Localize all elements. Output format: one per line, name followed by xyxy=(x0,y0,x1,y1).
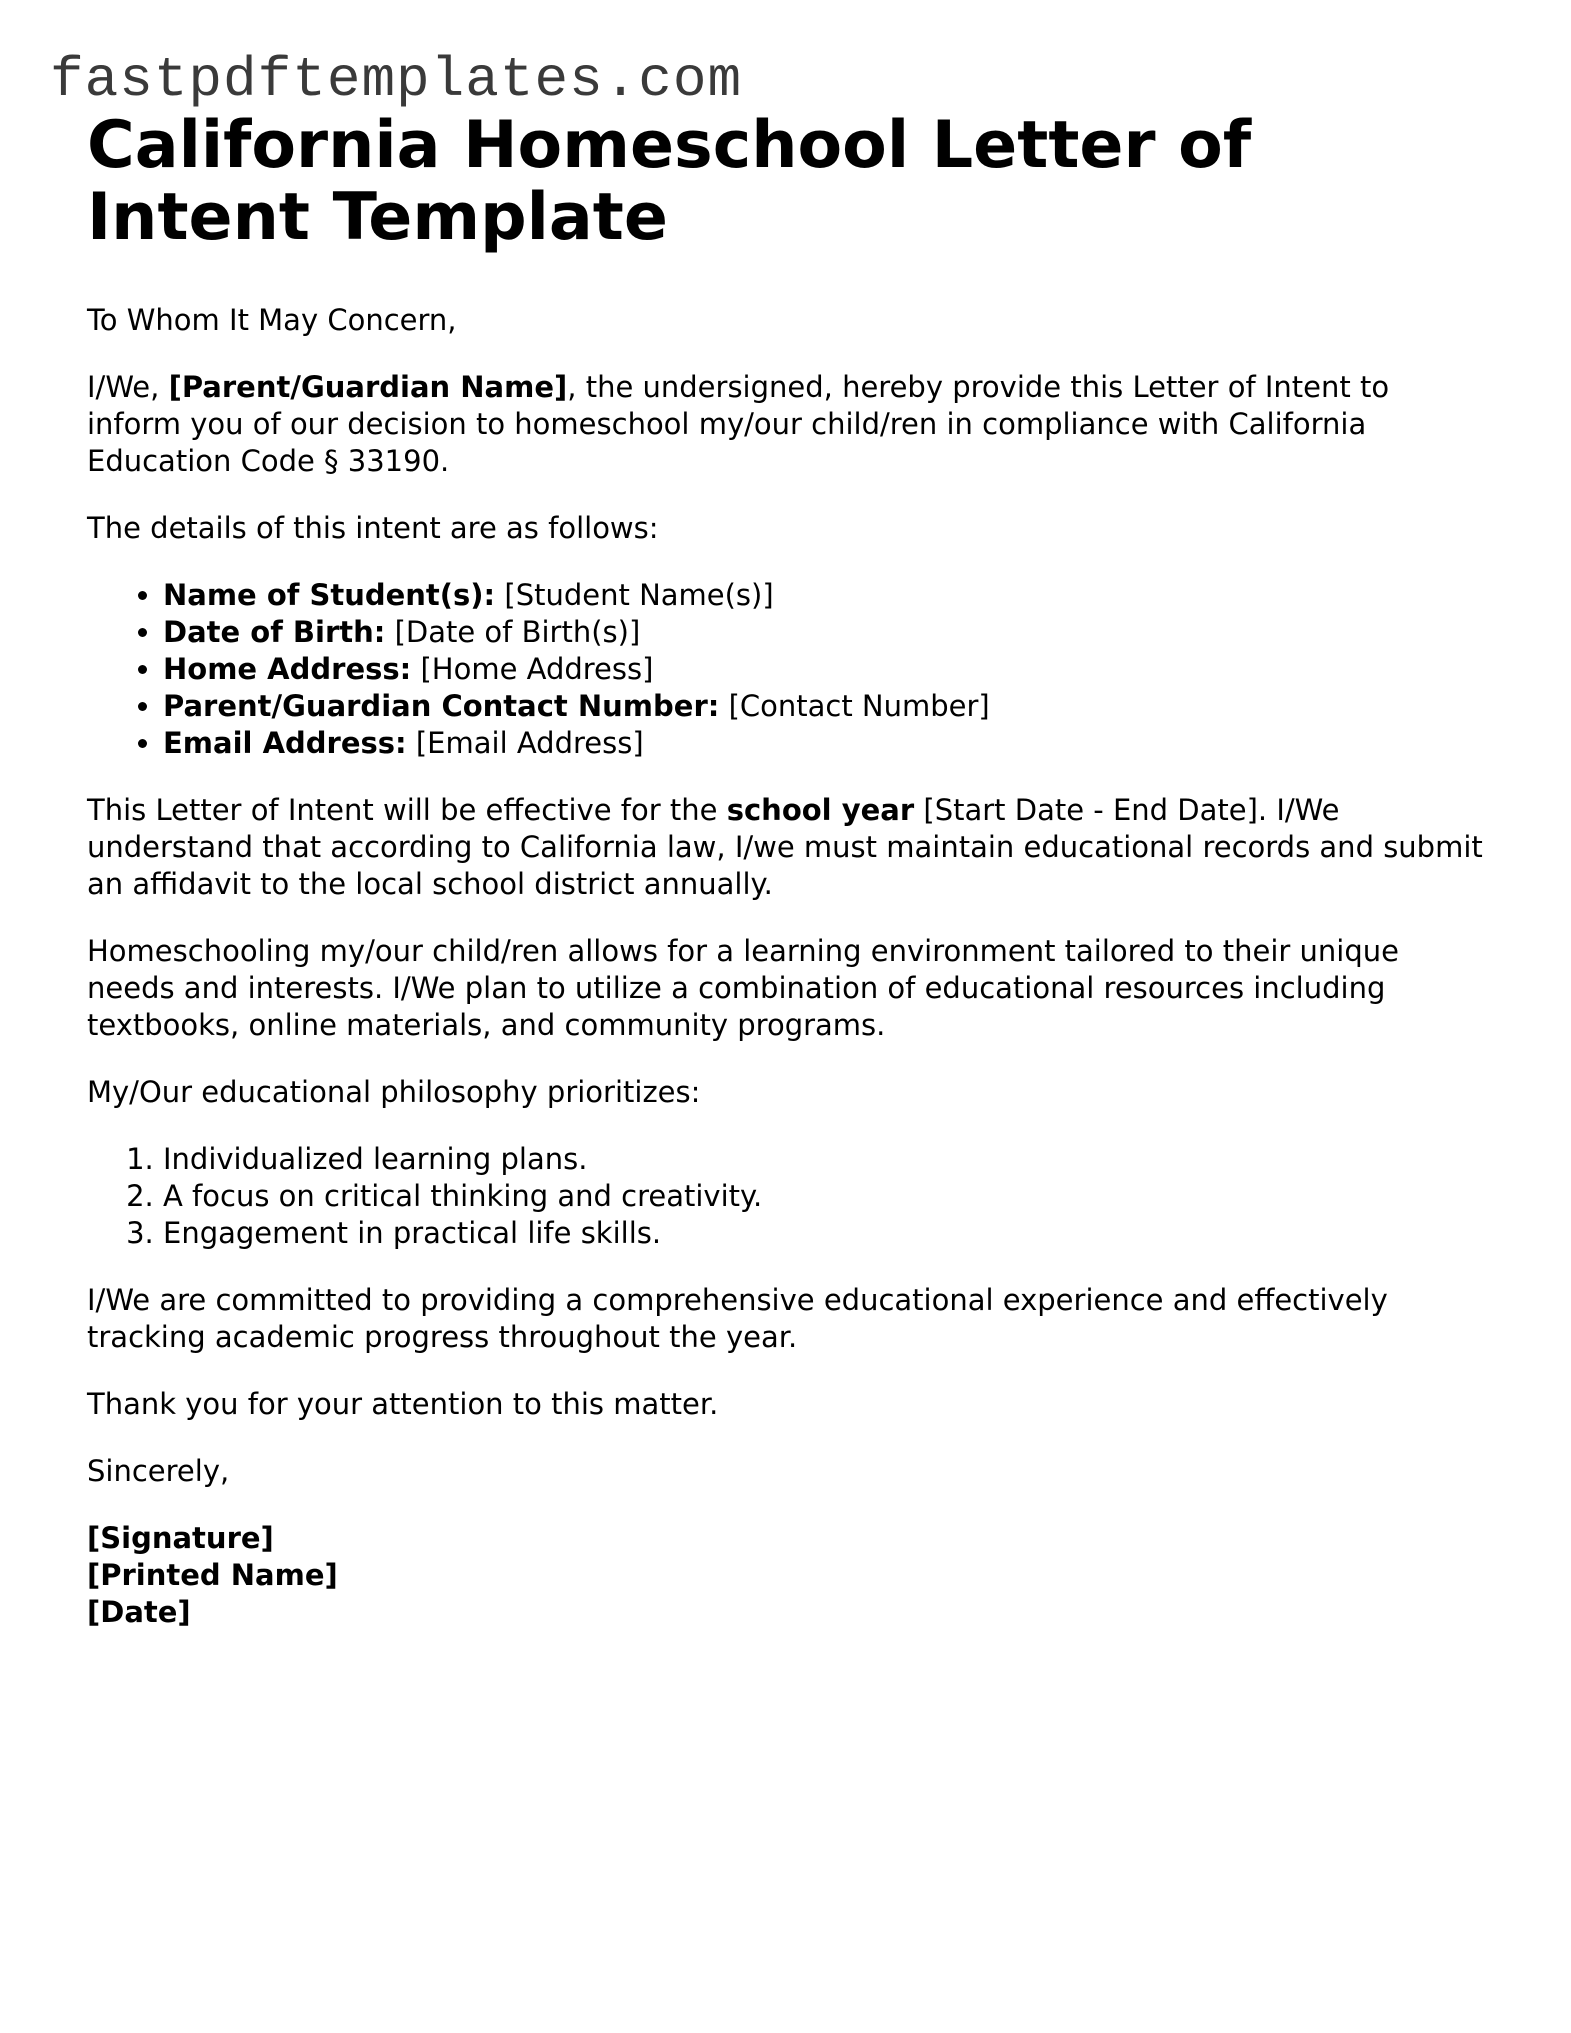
philosophy-list xyxy=(87,1141,1487,1252)
details-item-student-name xyxy=(163,577,1487,614)
printed-name-placeholder: [Printed Name] xyxy=(87,1558,338,1592)
effective-prefix: This Letter of Intent will be effective for the xyxy=(87,793,718,827)
details-label: Date of Birth: xyxy=(163,615,386,649)
details-item-date-of-birth xyxy=(163,614,1487,651)
date-placeholder: [Date] xyxy=(87,1595,191,1629)
details-item-contact-number xyxy=(163,688,1487,725)
commitment-paragraph: I/We are committed to providing a comprehensive educational experience and effectively tracking academic progress throughout the year. xyxy=(87,1283,1388,1354)
closing: Sincerely, xyxy=(87,1454,230,1488)
details-label: Email Address: xyxy=(163,726,407,760)
details-label: Name of Student(s): xyxy=(163,578,496,612)
letter-document xyxy=(87,110,1487,1631)
signature-block xyxy=(87,1520,1487,1631)
details-value: [Date of Birth(s)] xyxy=(394,615,641,649)
details-list xyxy=(87,577,1487,762)
details-item-home-address xyxy=(163,651,1487,688)
details-value: [Student Name(s)] xyxy=(504,578,774,612)
philosophy-item: 2. A focus on critical thinking and creativity. xyxy=(163,1178,1487,1215)
parent-name-placeholder: [Parent/Guardian Name] xyxy=(168,370,568,404)
signature-placeholder: [Signature] xyxy=(87,1521,274,1555)
details-label: Home Address: xyxy=(163,652,412,686)
effective-suffix: [Start Date - End Date]. I/We understand that according to California law, I/we must maintain educational records and submit an affidavit to the local school district annually. xyxy=(87,793,1483,901)
school-year-label: school year xyxy=(726,793,915,827)
details-item-email-address xyxy=(163,725,1487,762)
homeschooling-paragraph: Homeschooling my/our child/ren allows for a learning environment tailored to their unique needs and interests. I/We plan to utilize a combination of educational resources including textbooks, online materials, and community programs. xyxy=(87,934,1399,1042)
details-value: [Contact Number] xyxy=(728,689,990,723)
site-watermark: fastpdftemplates.com xyxy=(50,48,743,112)
intro-prefix: I/We, xyxy=(87,370,160,404)
salutation: To Whom It May Concern, xyxy=(87,303,457,337)
details-intro: The details of this intent are as follows: xyxy=(87,511,659,545)
intro-paragraph xyxy=(87,369,1487,480)
details-value: [Email Address] xyxy=(415,726,644,760)
philosophy-intro: My/Our educational philosophy prioritizes: xyxy=(87,1075,701,1109)
philosophy-item: 1. Individualized learning plans. xyxy=(163,1141,1487,1178)
intro-text: , the undersigned, hereby provide this Letter of Intent to inform you of our decision to homeschool my/our child/ren in compliance with California Education Code § 33190. xyxy=(87,370,1390,478)
document-title: California Homeschool Letter of Intent Template xyxy=(87,108,1252,255)
thanks-paragraph: Thank you for your attention to this matter. xyxy=(87,1387,719,1421)
philosophy-item: 3. Engagement in practical life skills. xyxy=(163,1215,1487,1252)
details-value: [Home Address] xyxy=(420,652,654,686)
details-label: Parent/Guardian Contact Number: xyxy=(163,689,720,723)
effective-paragraph xyxy=(87,792,1487,903)
